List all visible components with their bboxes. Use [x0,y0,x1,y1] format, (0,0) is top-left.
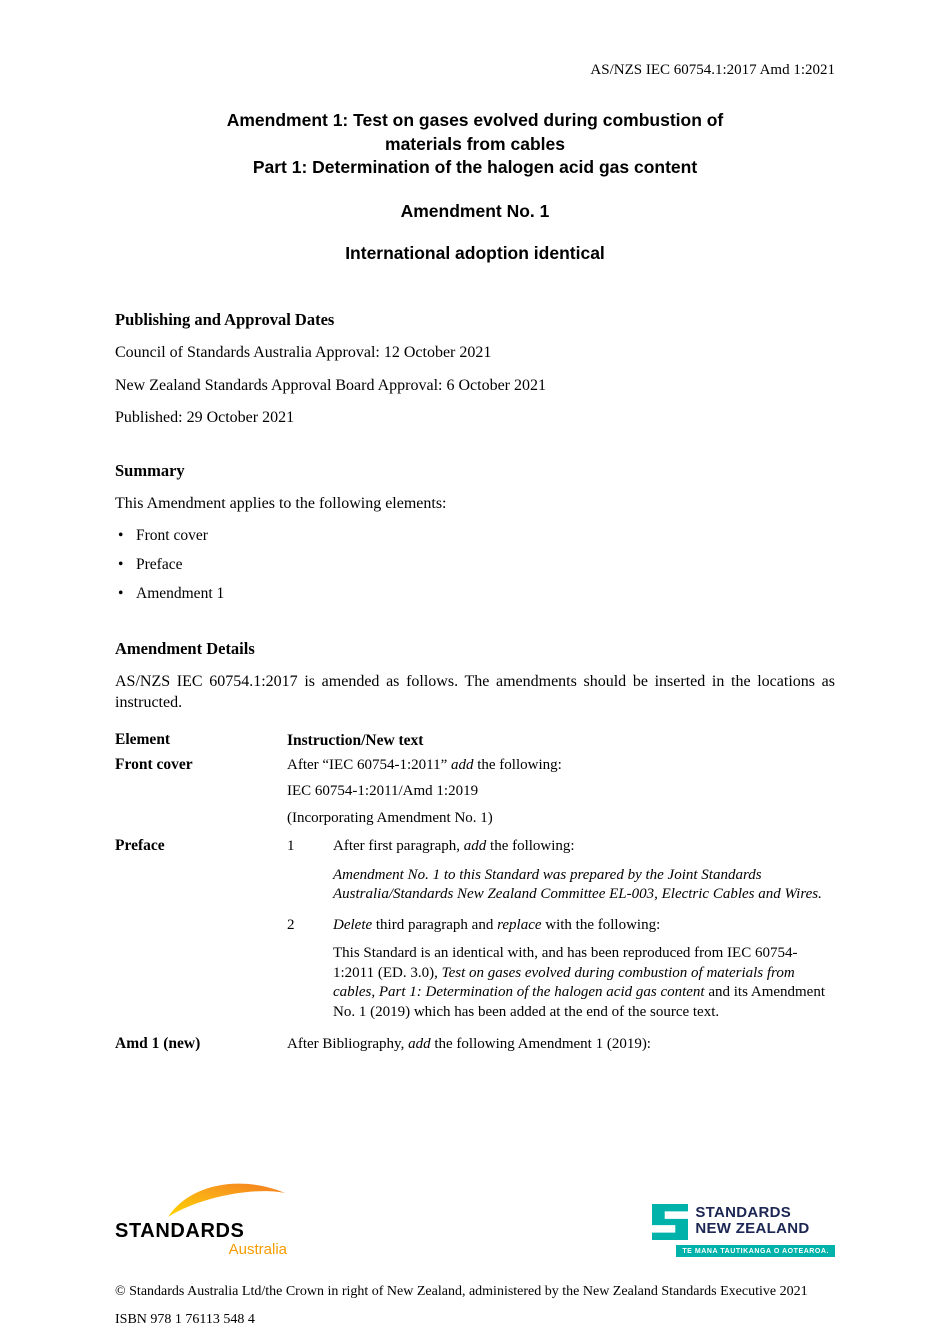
item-number: 2 [287,916,295,933]
standards-new-zealand-logo [652,1204,835,1258]
italic-term: Delete [333,916,373,933]
publishing-heading: Publishing and Approval Dates [115,309,335,329]
table-row-front-cover [115,756,835,836]
italic-term: replace [497,916,542,933]
amendment-number: Amendment No. 1 [400,200,550,221]
inserted-text [333,944,835,1022]
summary-intro: This Amendment applies to the following elements: [115,495,447,513]
instruction-cell [287,1035,835,1062]
text-segment: After first paragraph, [333,838,464,855]
italic-term: add [463,838,487,855]
numbered-instruction [287,916,835,1032]
element-cell: Amd 1 (new) [115,1035,201,1053]
instruction-text [287,756,835,776]
text-segment: and its Amendment No. 1 (2019) which has been added at the end of the source text. [333,984,826,1020]
text-segment: with the following: [541,916,661,933]
item-number: 1 [287,838,295,855]
copyright-line: © Standards Australia Ltd/the Crown in right of New Zealand, administered by the New Zealand Standards Executive 2021 [115,1284,808,1299]
text-segment: third paragraph and [372,916,498,933]
logo-row [115,1177,835,1258]
italic-title: Test on gases evolved during combustion of materials from cables, Part 1: Determination of the halogen acid gas content [333,964,795,1001]
text-segment: After “IEC 60754-1:2011” [287,756,451,773]
publishing-section [0,310,950,429]
text-segment: After Bibliography, [287,1036,409,1053]
title-line: Amendment 1: Test on gases evolved during combustion of [226,110,724,130]
nz-logo-top [652,1204,835,1240]
summary-heading: Summary [115,461,185,481]
text-segment: the following Amendment 1 (2019): [430,1036,651,1053]
instruction-cell [287,756,835,836]
instruction-text: IEC 60754-1:2011/Amd 1:2019 [287,783,479,800]
list-item: • Front cover [115,527,835,545]
page-header [0,0,950,79]
nz-tagline: TE MANA TAUTIKANGA O AOTEAROA. [676,1245,835,1257]
sa-swoosh-icon [167,1177,287,1219]
sa-wordmark: STANDARDS [115,1219,245,1242]
list-item: • Preface [115,556,835,574]
title-block [0,109,950,264]
text-segment: the following: [486,838,575,855]
table-header-row [115,731,835,751]
adoption-note: International adoption identical [345,242,605,263]
document-title [0,109,950,180]
nz-wordmark [695,1204,809,1237]
column-header-instruction: Instruction/New text [287,731,424,749]
element-cell: Front cover [115,755,193,773]
item-body [333,837,835,914]
nz-wordmark-line: STANDARDS [695,1204,792,1221]
text-segment: the following: [473,756,562,773]
published-line: Published: 29 October 2021 [115,409,295,427]
nz-mark-icon [652,1204,688,1240]
approval-line-nz: New Zealand Standards Approval Board Approval: 6 October 2021 [115,376,547,394]
table-row-amd1 [115,1035,835,1062]
summary-list [115,527,835,603]
isbn-line: ISBN 978 1 76113 548 4 [115,1312,255,1327]
amendment-table [115,731,835,1062]
column-header-element: Element [115,730,171,748]
document-reference: AS/NZS IEC 60754.1:2017 Amd 1:2021 [590,62,835,78]
table-row-preface [115,837,835,1033]
italic-term: add [450,756,474,773]
list-item: • Amendment 1 [115,585,835,603]
amendment-details-section [0,639,950,1062]
details-intro: AS/NZS IEC 60754.1:2017 is amended as follows. The amendments should be inserted in the locations as instructed. [115,673,835,711]
italic-term: add [408,1036,431,1053]
text-segment: This Standard is an identical with, and has been reproduced from IEC 60754-1:2011 (ED. 3.0), [333,945,798,981]
page-footer [115,1177,835,1328]
title-line: materials from cables [385,133,565,154]
sa-country-wordmark: Australia [228,1240,287,1258]
numbered-instruction [287,837,835,914]
instruction-cell [287,837,835,1033]
approval-line-australia: Council of Standards Australia Approval: 12 October 2021 [115,343,492,361]
instruction-text: (Incorporating Amendment No. 1) [287,809,493,826]
item-body [333,916,835,1032]
title-line: Part 1: Determination of the halogen acid gas content [252,157,698,178]
instruction-text [333,837,835,857]
inserted-text: Amendment No. 1 to this Standard was prepared by the Joint Standards Australia/Standards New Zealand Committee EL-003, Electric Cables and Wires. [333,866,822,903]
instruction-text [287,1035,835,1055]
details-heading: Amendment Details [115,639,255,659]
standards-australia-logo [115,1177,290,1258]
element-cell: Preface [115,837,165,855]
instruction-text [333,916,835,936]
summary-section [0,461,950,603]
nz-wordmark-line: NEW ZEALAND [695,1220,810,1238]
